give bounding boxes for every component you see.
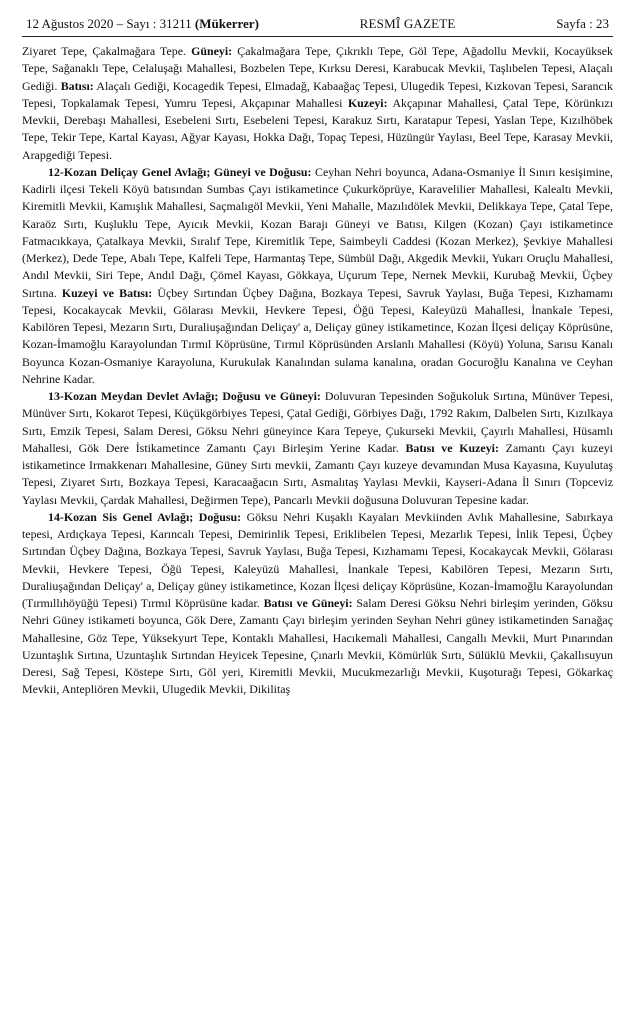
paragraph-kozan-delicay: 12-Kozan Deliçay Genel Avlağı; Güneyi ve Doğusu: Ceyhan Nehri boyunca, Adana-Osmaniye İl Sınırı kesişimine, Kadirli ilçesi Tekeli Köyü batısından Sumbas Çayı istikametince Çukurköprüye, Karavelilier Mahallesi, Kalealtı Mevkii, Kiremitli Mevkii, Kamışlık Mahallesi, Saçmalıgöl Mevkii, Yeni Mahalle, Mazılıdölek Mevkii, Delikkaya Tepe, Çatal Tepe, Karaöz Sırtı, Kuşluklu Tepe, Ayıcık Mevkii, Kozan Barajı Güneyi ve Batısı, Kilgen (Kozan) Çayı istikametince Fatmacıkkaya, Çatalkaya Mevkii, Sıralıf Tepe, Kiremitlik Tepe, Saimbeyli Caddesi (Kozan Merkez), Şevkiye Mahallesi (Merkez), Dede Tepe, Abalı Tepe, Kalfeli Tepe, Harmantaş Tepe, Sümbül Dağı, Akgedik Mevkii, Yukarı Oruçlu Mahallesi, Andıl Mevkii, Siri Tepe, Andıl Dağı, Çömel Kayası, Gökkaya, Uçurum Tepe, Nernek Mevkii, Kurubağ Mevkii, Üçbey Sırtına. Kuzeyi ve Batısı: Üçbey Sırtından Üçbey Dağına, Bozkaya Tepesi, Savruk Yaylası, Buğa Tepesi, Kızhamamı Tepesi, Kocakaycak Mevkii, Gölarası Mevkii, Hevkere Tepesi, Öğü Tepesi, Kaleyüzü Mahallesi, İnankale Tepesi, Kabilören Tepesi, Mezarın Sırtı, Duraliuşağından Deliçay' a, Deliçay güney istikametince, Kozan İlçesi deliçay Köprüsüne, Kozan-İmamoğlu Karayolundan Tırmıl Köprüsüne, Tırmıl Köprüsünden Arslanlı Mahallesi (Köyü) Yoluna, Sarısu Kanalı Boyunca Kozan-Osmaniye Karayoluna, Kurukulak Kanalından sulama kanalına, oradan Gocuroğlu Kanalına ve Ceyhan Nehrine Kadar.	[22, 164, 614, 386]
page-header	[22, 16, 613, 37]
document-body	[22, 37, 613, 699]
paragraph-kozan-sis: 14-Kozan Sis Genel Avlağı; Doğusu: Göksu Nehri Kuşaklı Kayaları Mevkiinden Avlık Mahallesine, Sabırkaya tepesi, Ardıçkaya Tepesi, Karıncalı Tepesi, Demirinlik Tepesi, Eriklibelen Tepesi, Mezarlık Tepesi, İnlik Tepesi, Üçbey Sırtından Üçbey Dağına, Bozkaya Tepesi, Savruk Yaylası, Buğa Tepesi, Kızhamamı Tepesi, Kocakaycak Mevkii, Gölarası Mevkii, Hevkere Tepesi, Öğü Tepesi, Kaleyüzü Mahallesi, İnankale Tepesi, Kabilören Tepesi, Mezarın Sırtı, Duraliuşağından Deliçay' a, Deliçay güney istikametince, Kozan İlçesi deliçay Köprüsüne, Kozan-İmamoğlu Karayolundan (Tırmıllıhöyüğü Tepesi) Tırmıl Köprüsüne kadar. Batısı ve Güneyi: Salam Deresi Göksu Nehri birleşim yerinden, Göksu Nehri Güney istikameti boyunca, Gök Dere, Zamantı Çayı birleşim yerinden Seyhan Nehri güney istikametinden Sarıağaç Mahallesine, Göz Tepe, Yüksekyurt Tepe, Kontaklı Mahallesi, Hacıkemali Mahallesi, Cangallı Mevkii, Murt Pınarından Uzuntaşlık Sırtına, Uzuntaşlık Sırtından Heyicek Tepesine, Çınarlı Mevkii, Kömürlük Sırtı, Sülüklü Mevkii, Çakallısuyun Deresi, Sağ Tepesi, Köstepe Sırtı, Göl yeri, Kiremitli Mevkii, Mucukmezarlığı Mevkii, Kuşoturağı Tepesi, Gökarkaç Mevkii, Antepliören Mevkii, Ulugedik Mevkii, Dikilitaş	[22, 509, 613, 697]
page-number: Sayfa : 23	[556, 16, 609, 31]
date-issue: 12 Ağustos 2020 – Sayı : 31211	[26, 16, 192, 31]
issue-info	[26, 16, 259, 32]
paragraph-continuation: Ziyaret Tepe, Çakalmağara Tepe. Güneyi: Çakalmağara Tepe, Çıkrıklı Tepe, Göl Tepe, Ağadollu Mevkii, Kocayüksek Tepe, Sağanaklı Tepe, Celaluşağı Mahallesi, Bozbelen Tepe, Kırksu Deresi, Karabucak Mevkii, Taşlıbelen Tepesi, Alaçalı Gediği. Batısı: Alaçalı Gediği, Kocagedik Tepesi, Elmadağ, Kabaağaç Tepesi, Ulugedik Tepesi, Kızkovan Tepesi, Sarancık Tepesi, Topkalamak Tepesi, Yumru Tepesi, Akçapınar Mahallesi Kuzeyi: Akçapınar Mahallesi, Çatal Tepe, Körünkızı Mevkii, Derebaşı Mahallesi, Esebeleni Sırtı, Esebeleni Tepesi, Karakuz Sırtı, Karatapur Tepesi, Yaslan Tepe, Kızılhöbek Tepe, Tekir Tepe, Kartal Kayası, Ağyar Kayası, Hokka Dağı, Topaç Tepesi, Hüzüngür Yaylası, Beel Tepe, Karasay Mevkii, Arapgediği Tepesi.	[22, 44, 614, 162]
gazette-name: RESMÎ GAZETE	[359, 16, 456, 31]
paragraph-kozan-meydan: 13-Kozan Meydan Devlet Avlağı; Doğusu ve Güneyi: Doluvuran Tepesinden Soğukoluk Sırtına, Münüver Tepesi, Münüver Sırtı, Kokarot Tepesi, Küçükgörbiyes Tepesi, Çatal Gediği, Görbiyes Dağı, 1792 Rakım, Dalbelen Sırtı, Kızılkaya Sırtı, Emzik Tepesi, Salam Deresi, Göksu Nehri güneyince Kara Tepeye, Çukurseki Mevkii, Çayırlı Mahallesi, Hüsamlı Mahallesi, Gök Dere İstikametince Zamantı Çayı Birleşim Yerine Kadar. Batısı ve Kuzeyi: Zamantı Çayı kuzeyi istikametince Irmakkenarı Mahallesine, Güney Sırtı mevkii, Zamantı Çayı kuzeye devamından Musa Kayasına, Kuyulutaş Tepesi, Ziyaret Sırtı, Bozkaya Tepesi, Karacaağacın Sırtı, Asmalıtaş Yaylası Mevkii, Kayseri-Adana İl Sınırı (Topceviz Yaylası Mevkii, Çardak Mahallesi, Değirmen Tepe), Pancarlı Mevkii doğusuna Doluvuran Tepesine kadar.	[22, 389, 613, 507]
repeat-label: (Mükerrer)	[194, 16, 259, 31]
